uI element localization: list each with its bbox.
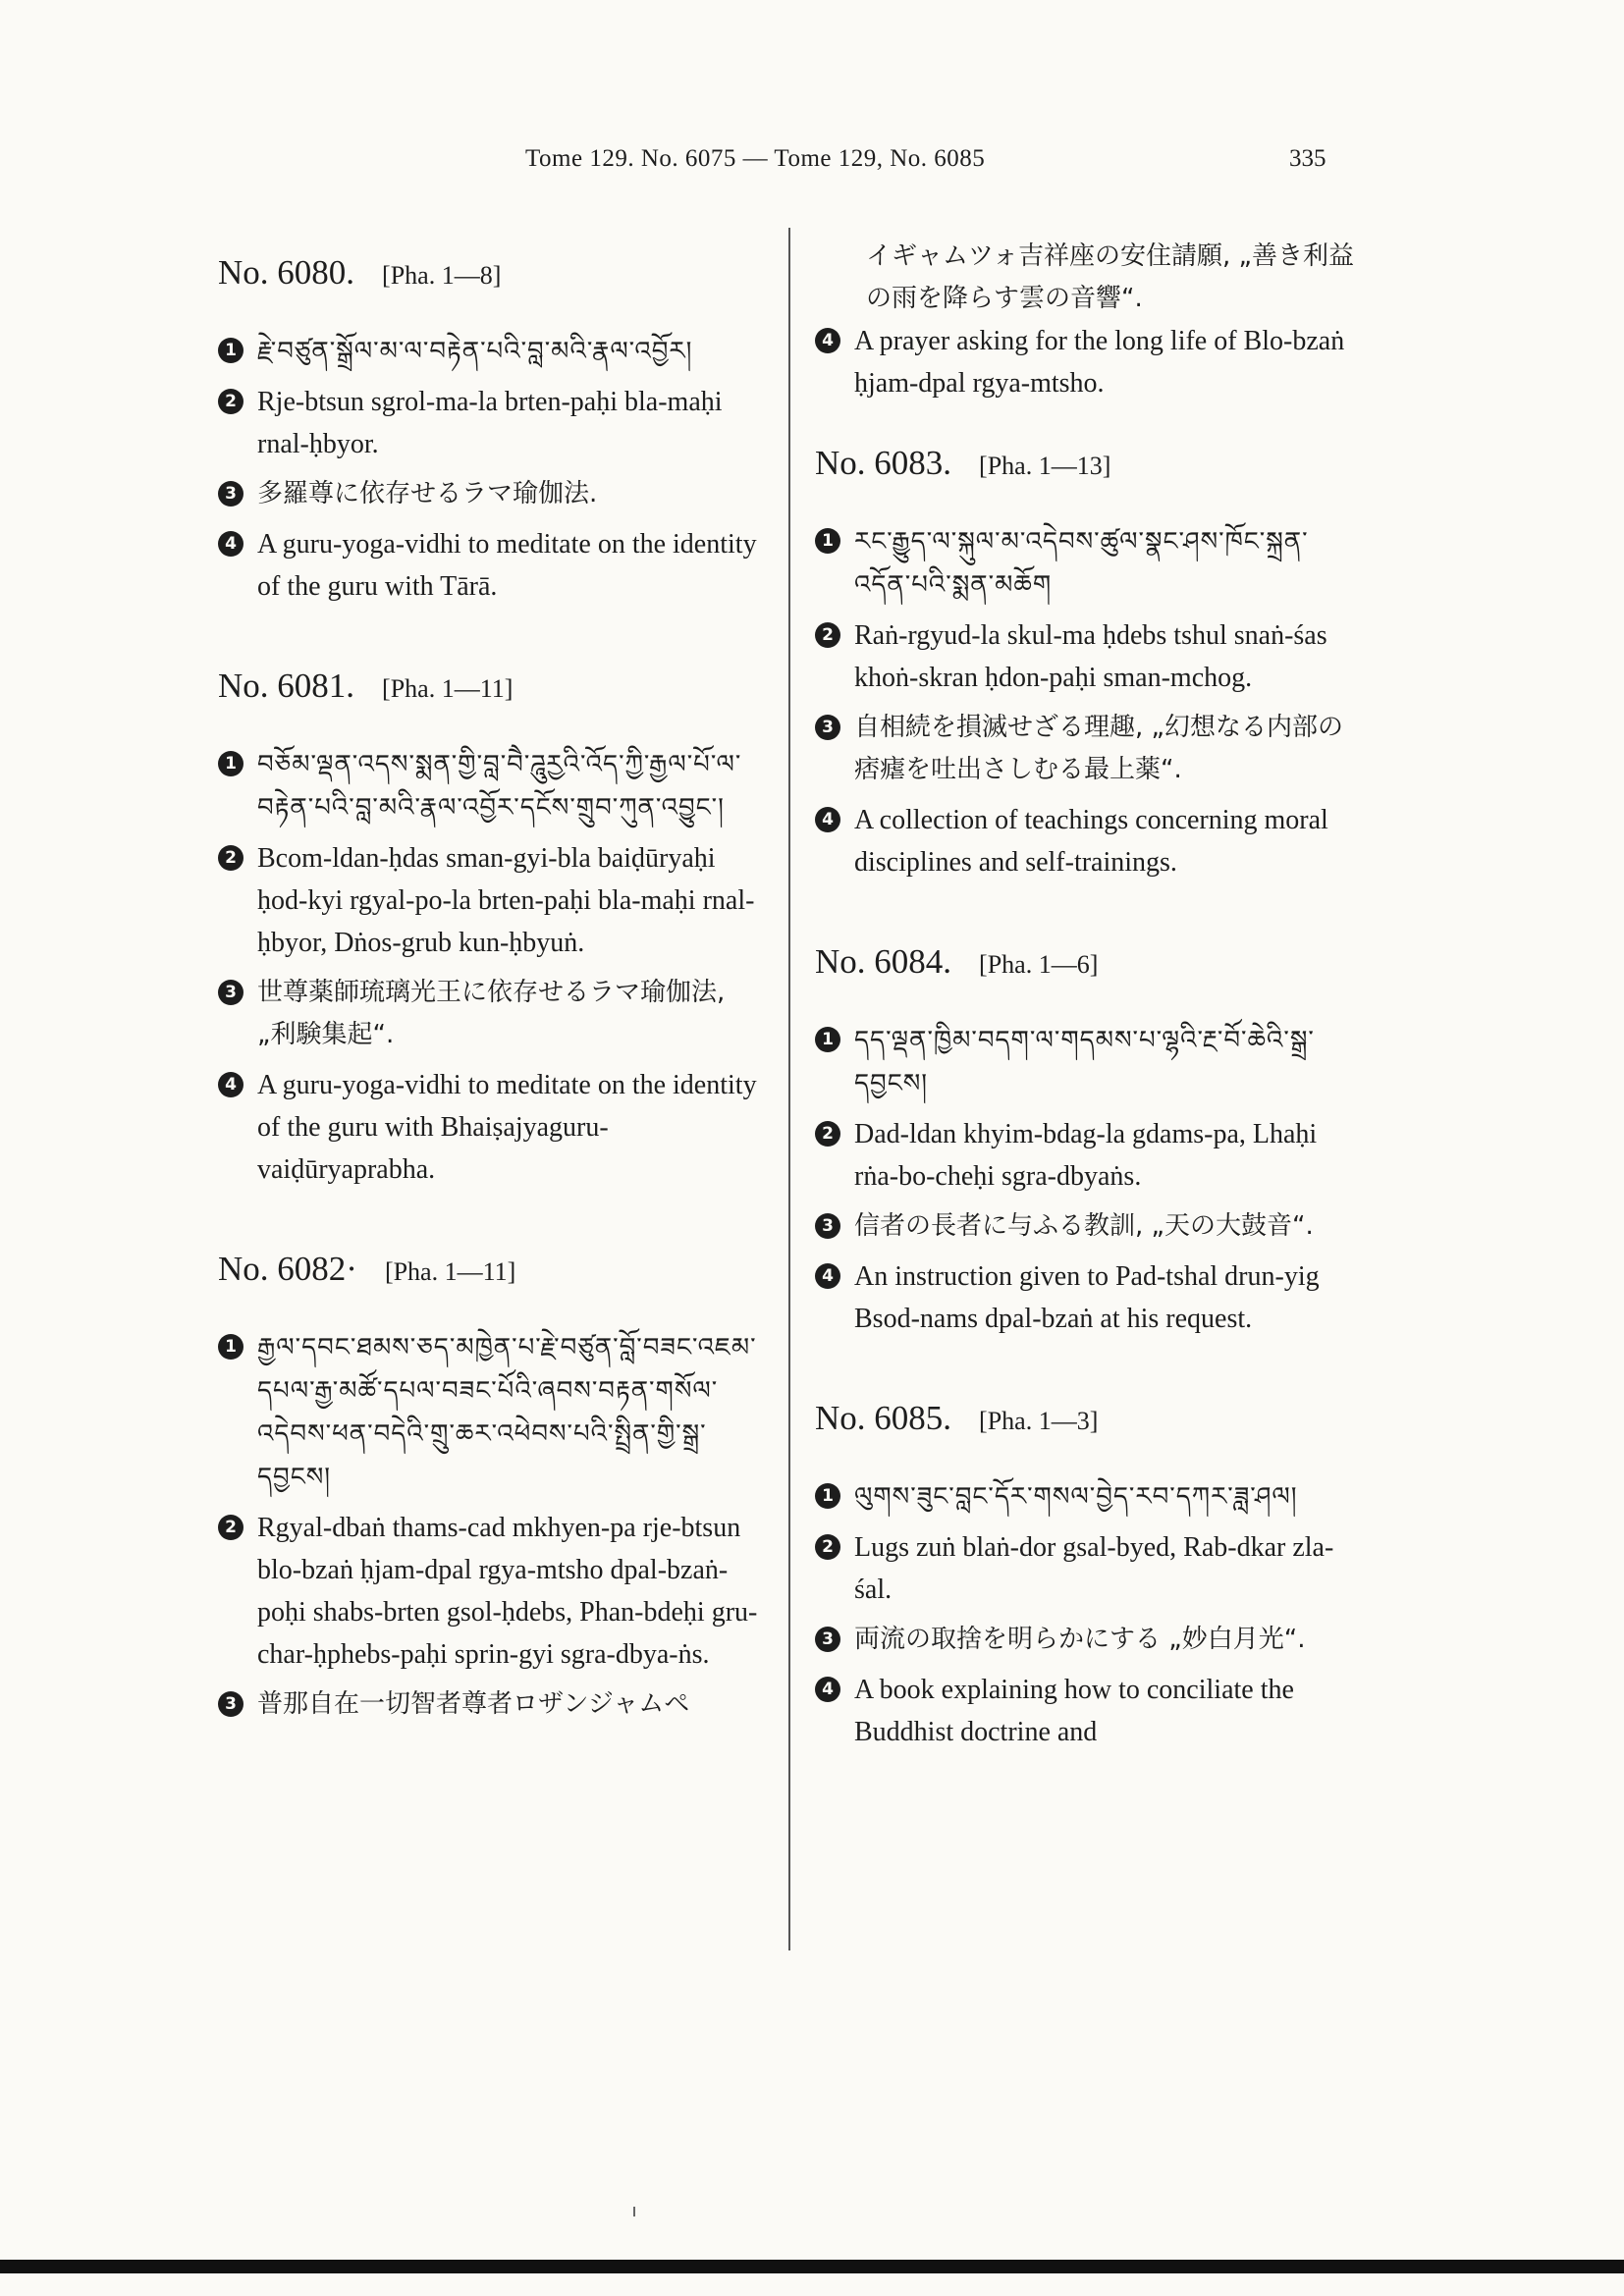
entry-range: [Pha. 1—13] [979,452,1111,480]
tibetan-title: རྒྱལ་དབང་ཐམས་ཅད་མཁྱེན་པ་རྗེ་བཙུན་བློ་བཟང་འཇམ་དཔལ་རྒྱ་མཚོ་དཔལ་བཟང་པོའི་ཞབས་བརྟན་གསོལ་འདེབས་ཕན་བདེའི་གྲུ་ཆར་འཕེབས་པའི་སྤྲིན་གྱི་སྒྲ་དབྱངས། [257,1333,757,1492]
column-divider [788,228,790,1950]
marker-1-icon: 1 [815,1483,840,1509]
romanized-title: Rje-btsun sgrol-ma-la brten-paḥi bla-maḥi rnal-ḥbyor. [257,387,723,459]
romanized-title: Dad-ldan khyim-bdag-la gdams-pa, Lhaḥi rṅa-bo-cheḥi sgra-dbyaṅs. [854,1119,1318,1192]
list-item [815,1019,1365,1105]
entry-number: No. 6080. [218,253,355,292]
marker-4-icon: 4 [815,1677,840,1702]
list-item [218,1507,763,1676]
list-item [218,473,763,515]
list-item [815,1255,1365,1340]
tibetan-title: རང་རྒྱུད་ལ་སྐུལ་མ་འདེབས་ཚུལ་སྣང་ཤས་ཁོང་སྐྲན་འདོན་པའི་སྨན་མཆོག [854,527,1309,600]
page-number: 335 [1289,145,1326,172]
marker-2-icon: 2 [218,1515,244,1540]
list-item [218,330,763,373]
page-header [0,145,1624,185]
list-item [815,614,1365,699]
english-description: A guru-yoga-vidhi to meditate on the identity of the guru with Bhaiṣajyaguru-vaiḍūryaprabha. [257,1070,757,1185]
list-item [815,1113,1365,1198]
marker-1-icon: 1 [815,528,840,554]
list-item [815,799,1365,883]
entry-6081 [218,667,763,1191]
marker-4-icon: 4 [815,807,840,832]
marker-2-icon: 2 [815,1121,840,1147]
marker-1-icon: 1 [815,1027,840,1052]
entry-heading [218,1250,763,1289]
list-item [815,1669,1365,1753]
marker-4-icon: 4 [218,1072,244,1097]
entry-number: No. 6084. [815,942,952,981]
entry-heading [218,667,763,706]
english-description: A collection of teachings concerning moral disciplines and self-trainings. [854,805,1328,878]
scan-mark [633,2207,635,2216]
marker-3-icon: 3 [218,980,244,1005]
japanese-title: 両流の取捨を明らかにする „妙白月光“. [854,1625,1306,1654]
tibetan-title: དད་ལྡན་ཁྱིམ་བདག་ལ་གདམས་པ་ལྷའི་རྔ་བོ་ཆེའི་སྒྲ་དབྱངས། [854,1026,1315,1098]
tibetan-title: བཅོམ་ལྡན་འདས་སྨན་གྱི་བླ་བཻ་ཌཱུརྱའི་འོད་ཀྱི་རྒྱལ་པོ་ལ་བརྟེན་པའི་བླ་མའི་རྣལ་འབྱོར་དངོས་གྲུབ་ཀུན་འབྱུང་། [257,750,742,823]
entry-6083 [815,444,1365,883]
japanese-title-continuation: イギャムツォ吉祥座の安住請願, „善き利益の雨を降らす雲の音響“. [866,241,1354,313]
entry-heading [815,942,1365,982]
right-column [815,236,1365,1812]
list-item [218,972,763,1056]
japanese-title: 自相続を損滅せざる理趣, „幻想なる内部の痞瘧を吐出さしむる最上薬“. [854,713,1343,784]
entry-range: [Pha. 1—11] [384,1257,516,1286]
left-column [218,236,763,1785]
romanized-title: Lugs zuṅ blaṅ-dor gsal-byed, Rab-dkar zla-śal. [854,1532,1334,1605]
list-item [815,320,1365,404]
entry-heading [218,253,763,293]
marker-1-icon: 1 [218,751,244,776]
marker-4-icon: 4 [218,531,244,557]
entry-heading [815,1399,1365,1438]
english-description: A book explaining how to conciliate the Buddhist doctrine and [854,1675,1294,1747]
entry-range: [Pha. 1—8] [382,261,502,290]
romanized-title: Rgyal-dbaṅ thams-cad mkhyen-pa rje-btsun blo-bzaṅ ḥjam-dpal rgya-mtsho dpal-bzaṅ-poḥi shabs-brten gsol-ḥdebs, Phan-bdeḥi gru-char-ḥphebs-paḥi sprin-gyi sgra-dbya-ṅs. [257,1513,758,1670]
tibetan-title: རྗེ་བཙུན་སྒྲོལ་མ་ལ་བརྟེན་པའི་བླ་མའི་རྣལ་འབྱོར། [257,337,693,366]
list-item [218,1064,763,1191]
entry-number: No. 6085. [815,1399,952,1437]
list-item [815,1475,1365,1519]
entry-number: No. 6081. [218,667,355,705]
entry-6080 [218,253,763,608]
marker-3-icon: 3 [815,1627,840,1652]
japanese-title: 信者の長者に与ふる教訓, „天の大鼓音“. [854,1211,1314,1241]
english-description: A prayer asking for the long life of Blo-bzaṅ ḥjam-dpal rgya-mtsho. [854,326,1345,399]
japanese-title: 多羅尊に依存せるラマ瑜伽法. [257,479,598,508]
entry-range: [Pha. 1—11] [382,674,514,703]
entry-6084 [815,942,1365,1340]
japanese-title: 世尊薬師琉璃光王に依存せるラマ瑜伽法, „利験集起“. [257,978,726,1049]
japanese-title: 普那自在一切智者尊者ロザンジャムペ [257,1689,690,1719]
entry-number: No. 6082· [218,1250,357,1288]
list-item [815,1205,1365,1248]
marker-2-icon: 2 [218,389,244,414]
list-item [218,381,763,465]
running-head: Tome 129. No. 6075 — Tome 129, No. 6085 [525,145,986,172]
entry-number: No. 6083. [815,444,952,482]
list-item [218,1326,763,1499]
romanized-title: Raṅ-rgyud-la skul-ma ḥdebs tshul snaṅ-śas khoṅ-skran ḥdon-paḥi sman-mchog. [854,620,1327,693]
marker-1-icon: 1 [218,338,244,363]
scan-edge-bar [0,2260,1624,2273]
entry-heading [815,444,1365,483]
list-item [218,1683,763,1726]
marker-3-icon: 3 [218,481,244,507]
list-item [815,707,1365,791]
entry-range: [Pha. 1—6] [979,950,1099,979]
list-item [815,1526,1365,1611]
marker-2-icon: 2 [815,622,840,648]
list-item [218,837,763,964]
list-item [815,1619,1365,1661]
tibetan-title: ལུགས་ཟུང་བླང་དོར་གསལ་བྱེད་རབ་དཀར་ཟླ་ཤལ། [854,1482,1298,1512]
list-item [218,523,763,608]
marker-3-icon: 3 [218,1691,244,1717]
marker-1-icon: 1 [218,1334,244,1360]
marker-3-icon: 3 [815,715,840,740]
list-item [218,743,763,829]
list-item [815,520,1365,607]
entry-range: [Pha. 1—3] [979,1407,1099,1435]
romanized-title: Bcom-ldan-ḥdas sman-gyi-bla baiḍūryaḥi ḥod-kyi rgyal-po-la brten-paḥi bla-maḥi rnal-ḥbyor, Dṅos-grub kun-ḥbyuṅ. [257,843,755,958]
entry-6085 [815,1399,1365,1753]
marker-2-icon: 2 [218,845,244,871]
english-description: An instruction given to Pad-tshal drun-yig Bsod-nams dpal-bzaṅ at his request. [854,1261,1320,1334]
marker-3-icon: 3 [815,1213,840,1239]
marker-4-icon: 4 [815,328,840,353]
english-description: A guru-yoga-vidhi to meditate on the identity of the guru with Tārā. [257,529,757,602]
marker-2-icon: 2 [815,1534,840,1560]
marker-4-icon: 4 [815,1263,840,1289]
entry-6082 [218,1250,763,1726]
